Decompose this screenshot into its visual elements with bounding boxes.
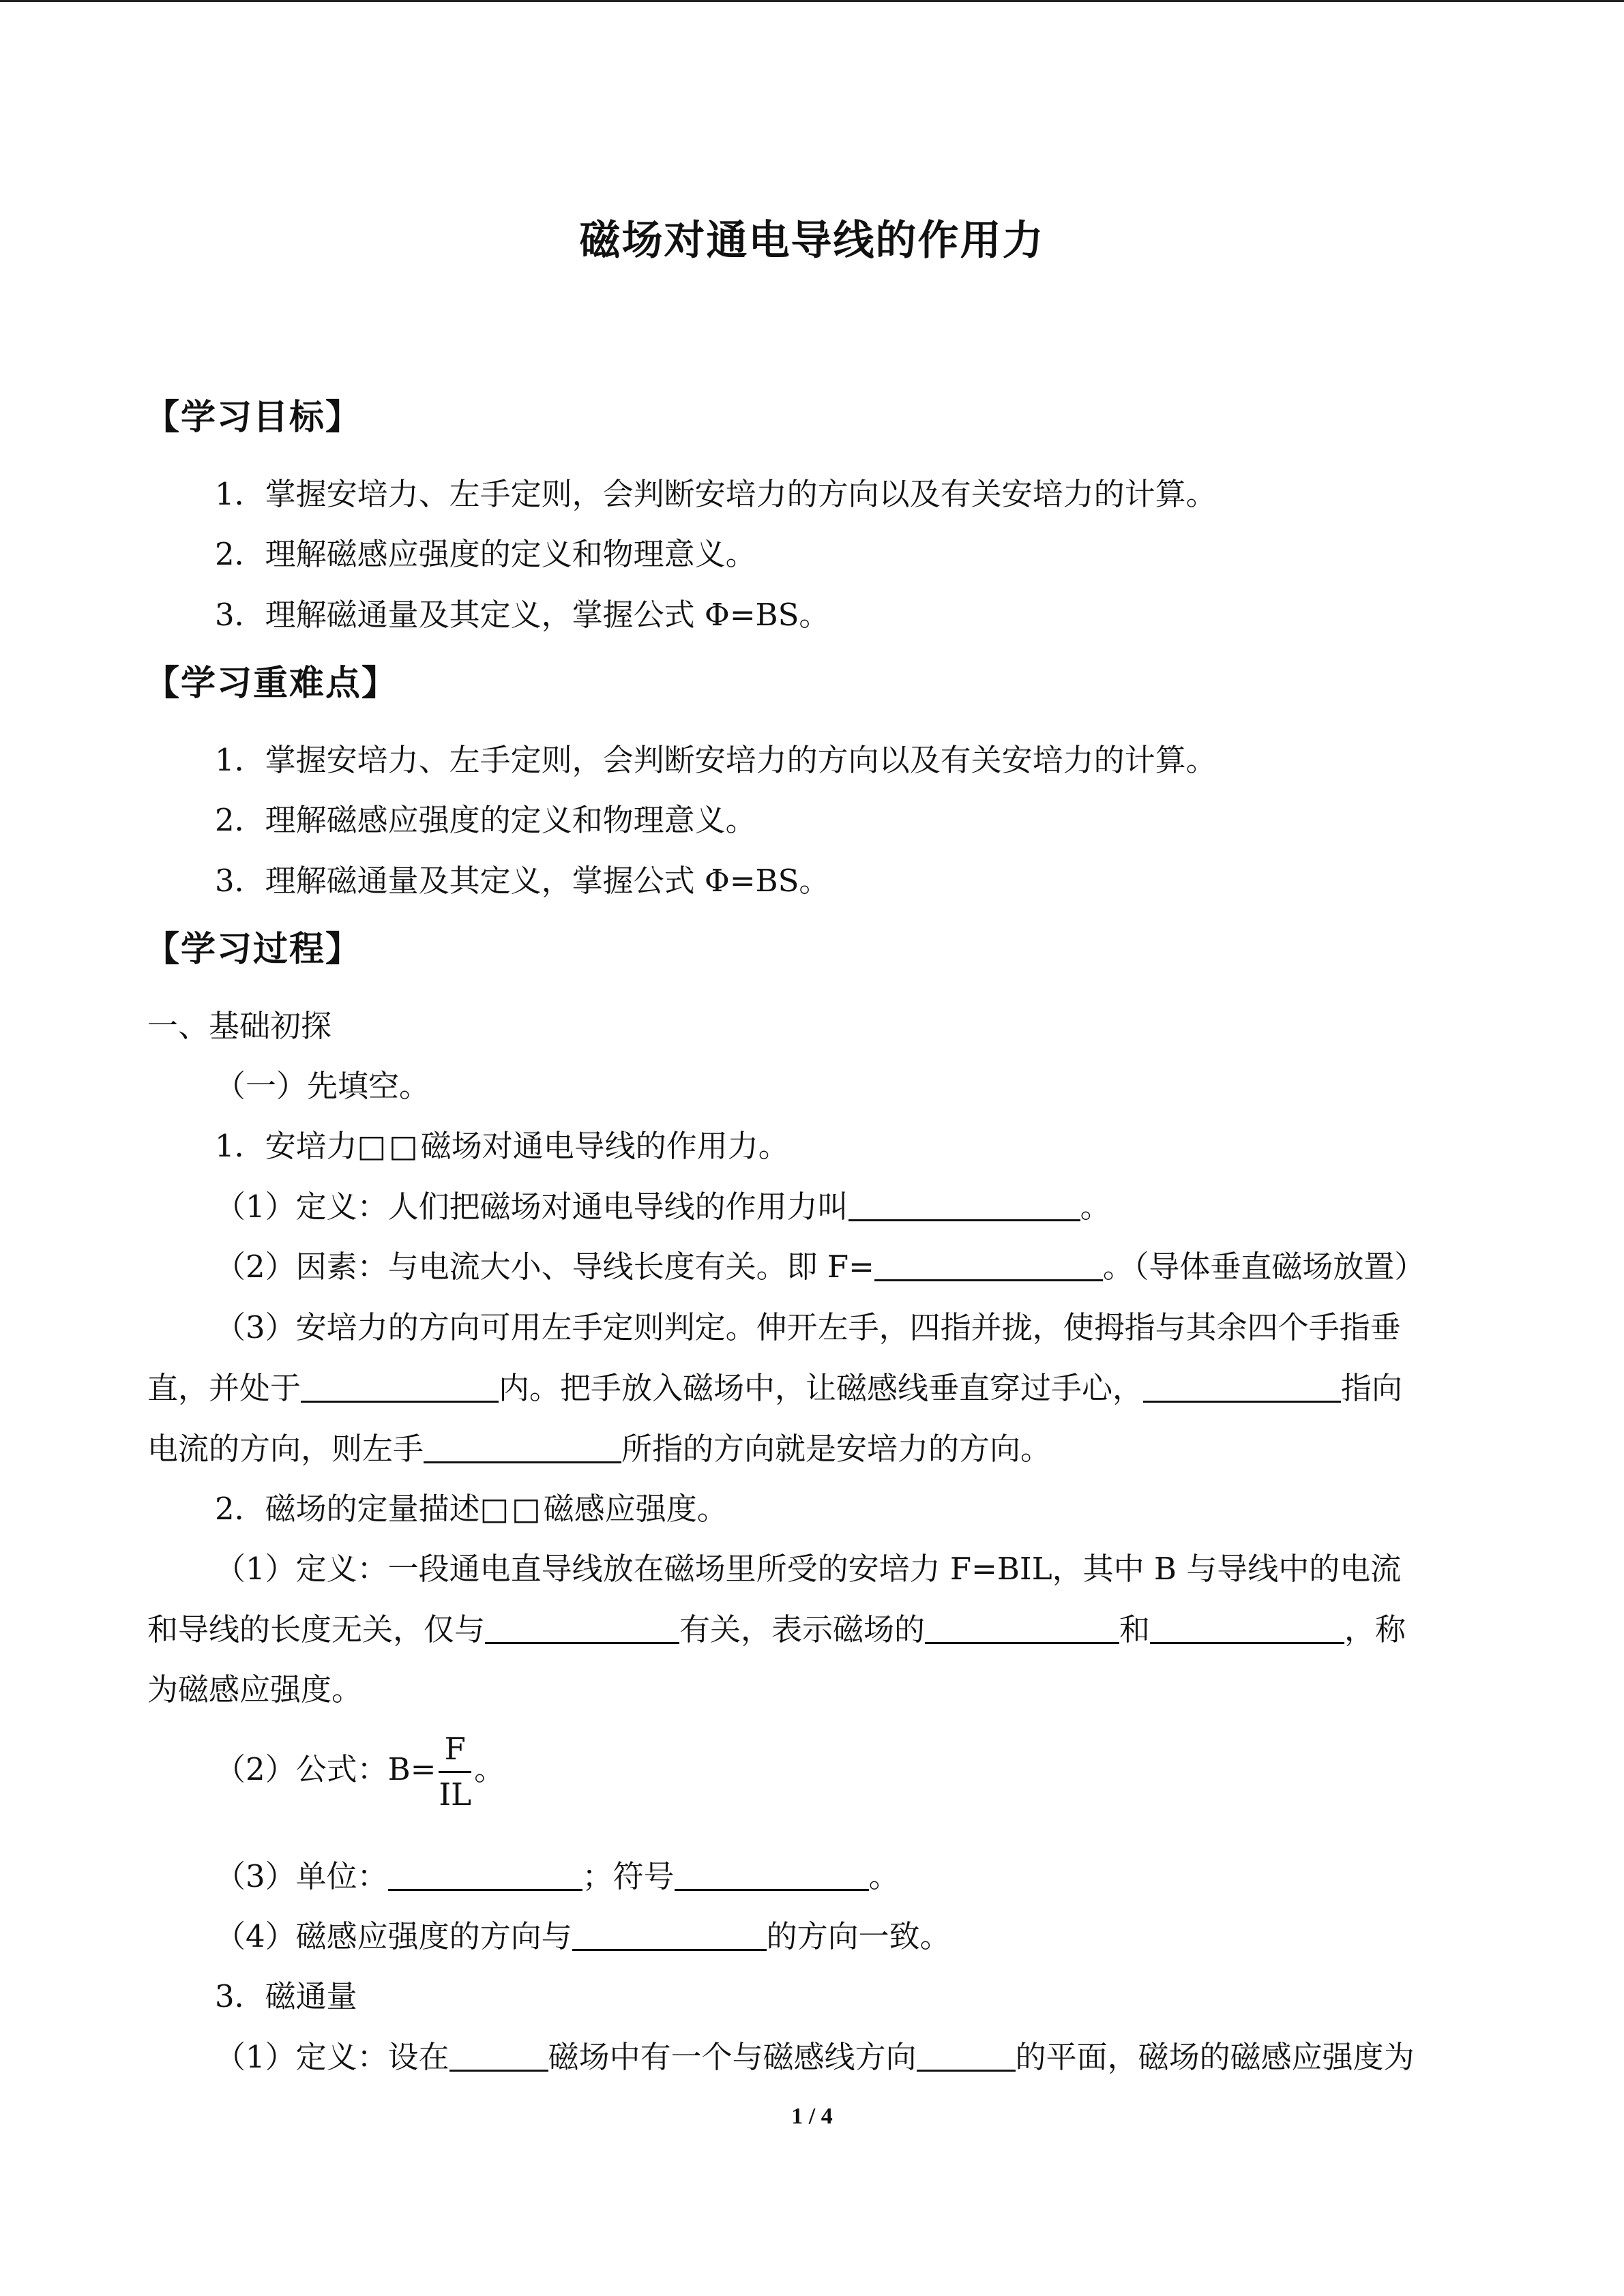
item2-definition-line3: 为磁感应强度。 [147,1671,363,1708]
section-heading-process: 【学习过程】 [145,929,362,970]
fill-blank[interactable] [449,2040,548,2072]
key-point-item: 2．理解磁感应强度的定义和物理意义。 [215,802,756,838]
item2-formula: （2）公式：B= $\frac{F}{IL}$ 。 [215,1731,505,1813]
fill-blank[interactable] [572,1919,767,1951]
page-number: 1 / 4 [791,2104,833,2129]
fill-blank[interactable] [485,1612,679,1644]
fill-blank[interactable] [848,1189,1080,1221]
placeholder-boxes: □□ [357,1128,421,1164]
item2-title: 2．磁场的定量描述□□磁感应强度。 [215,1491,728,1527]
section-heading-key-points: 【学习重难点】 [145,664,398,704]
item1-factors: （2）因素：与电流大小、导线长度有关。即 F= 。（导体垂直磁场放置） [215,1249,1426,1285]
fill-blank[interactable] [301,1371,499,1403]
item1-direction-line1: （3）安培力的方向可用左手定则判定。伸开左手，四指并拢，使拇指与其余四个手指垂 [215,1309,1401,1345]
placeholder-boxes: □□ [479,1491,544,1527]
objective-item: 3．理解磁通量及其定义，掌握公式 Φ=BS。 [215,597,830,633]
page-title: 磁场对通电导线的作用力 [579,217,1045,265]
item2-direction: （4）磁感应强度的方向与 的方向一致。 [215,1918,951,1954]
fill-blank[interactable] [1143,1371,1341,1403]
item1-direction-line3: 电流的方向，则左手 所指的方向就是安培力的方向。 [147,1431,1052,1467]
item3-title: 3．磁通量 [215,1978,357,2014]
item2-definition-line2: 和导线的长度无关，仅与 有关，表示磁场的 和 ，称 [147,1611,1406,1648]
item2-unit: （3）单位： ；符号 。 [215,1858,900,1894]
fill-blank[interactable] [675,1859,869,1891]
fill-blank[interactable] [874,1249,1103,1281]
item2-definition-line1: （1）定义：一段通电直导线放在磁场里所受的安培力 F=BIL，其中 B 与导线中的电流 [215,1551,1402,1587]
key-point-item: 1．掌握安培力、左手定则，会判断安培力的方向以及有关安培力的计算。 [215,742,1217,778]
objective-item: 1．掌握安培力、左手定则，会判断安培力的方向以及有关安培力的计算。 [215,476,1217,512]
section-heading-objectives: 【学习目标】 [145,398,362,438]
fill-blank[interactable] [424,1431,621,1463]
fill-blank[interactable] [388,1859,582,1891]
fill-blank[interactable] [1150,1612,1344,1644]
item1-direction-line2: 直，并处于 内。把手放入磁场中，让磁感线垂直穿过手心， 指向 [147,1370,1403,1406]
part-heading: 一、基础初探 [147,1008,332,1044]
item1-title: 1．安培力□□磁场对通电导线的作用力。 [215,1128,789,1164]
item3-definition: （1）定义：设在 磁场中有一个与磁感线方向 的平面，磁场的磁感应强度为 [215,2039,1415,2075]
formula-fraction: $\frac{F}{IL}$ [439,1731,472,1813]
sub-heading: （一）先填空。 [215,1068,430,1104]
fill-blank[interactable] [917,2040,1016,2072]
objective-item: 2．理解磁感应强度的定义和物理意义。 [215,536,756,572]
key-point-item: 3．理解磁通量及其定义，掌握公式 Φ=BS。 [215,863,830,899]
item1-definition: （1）定义：人们把磁场对通电导线的作用力叫 。 [215,1189,1111,1225]
fill-blank[interactable] [925,1612,1119,1644]
